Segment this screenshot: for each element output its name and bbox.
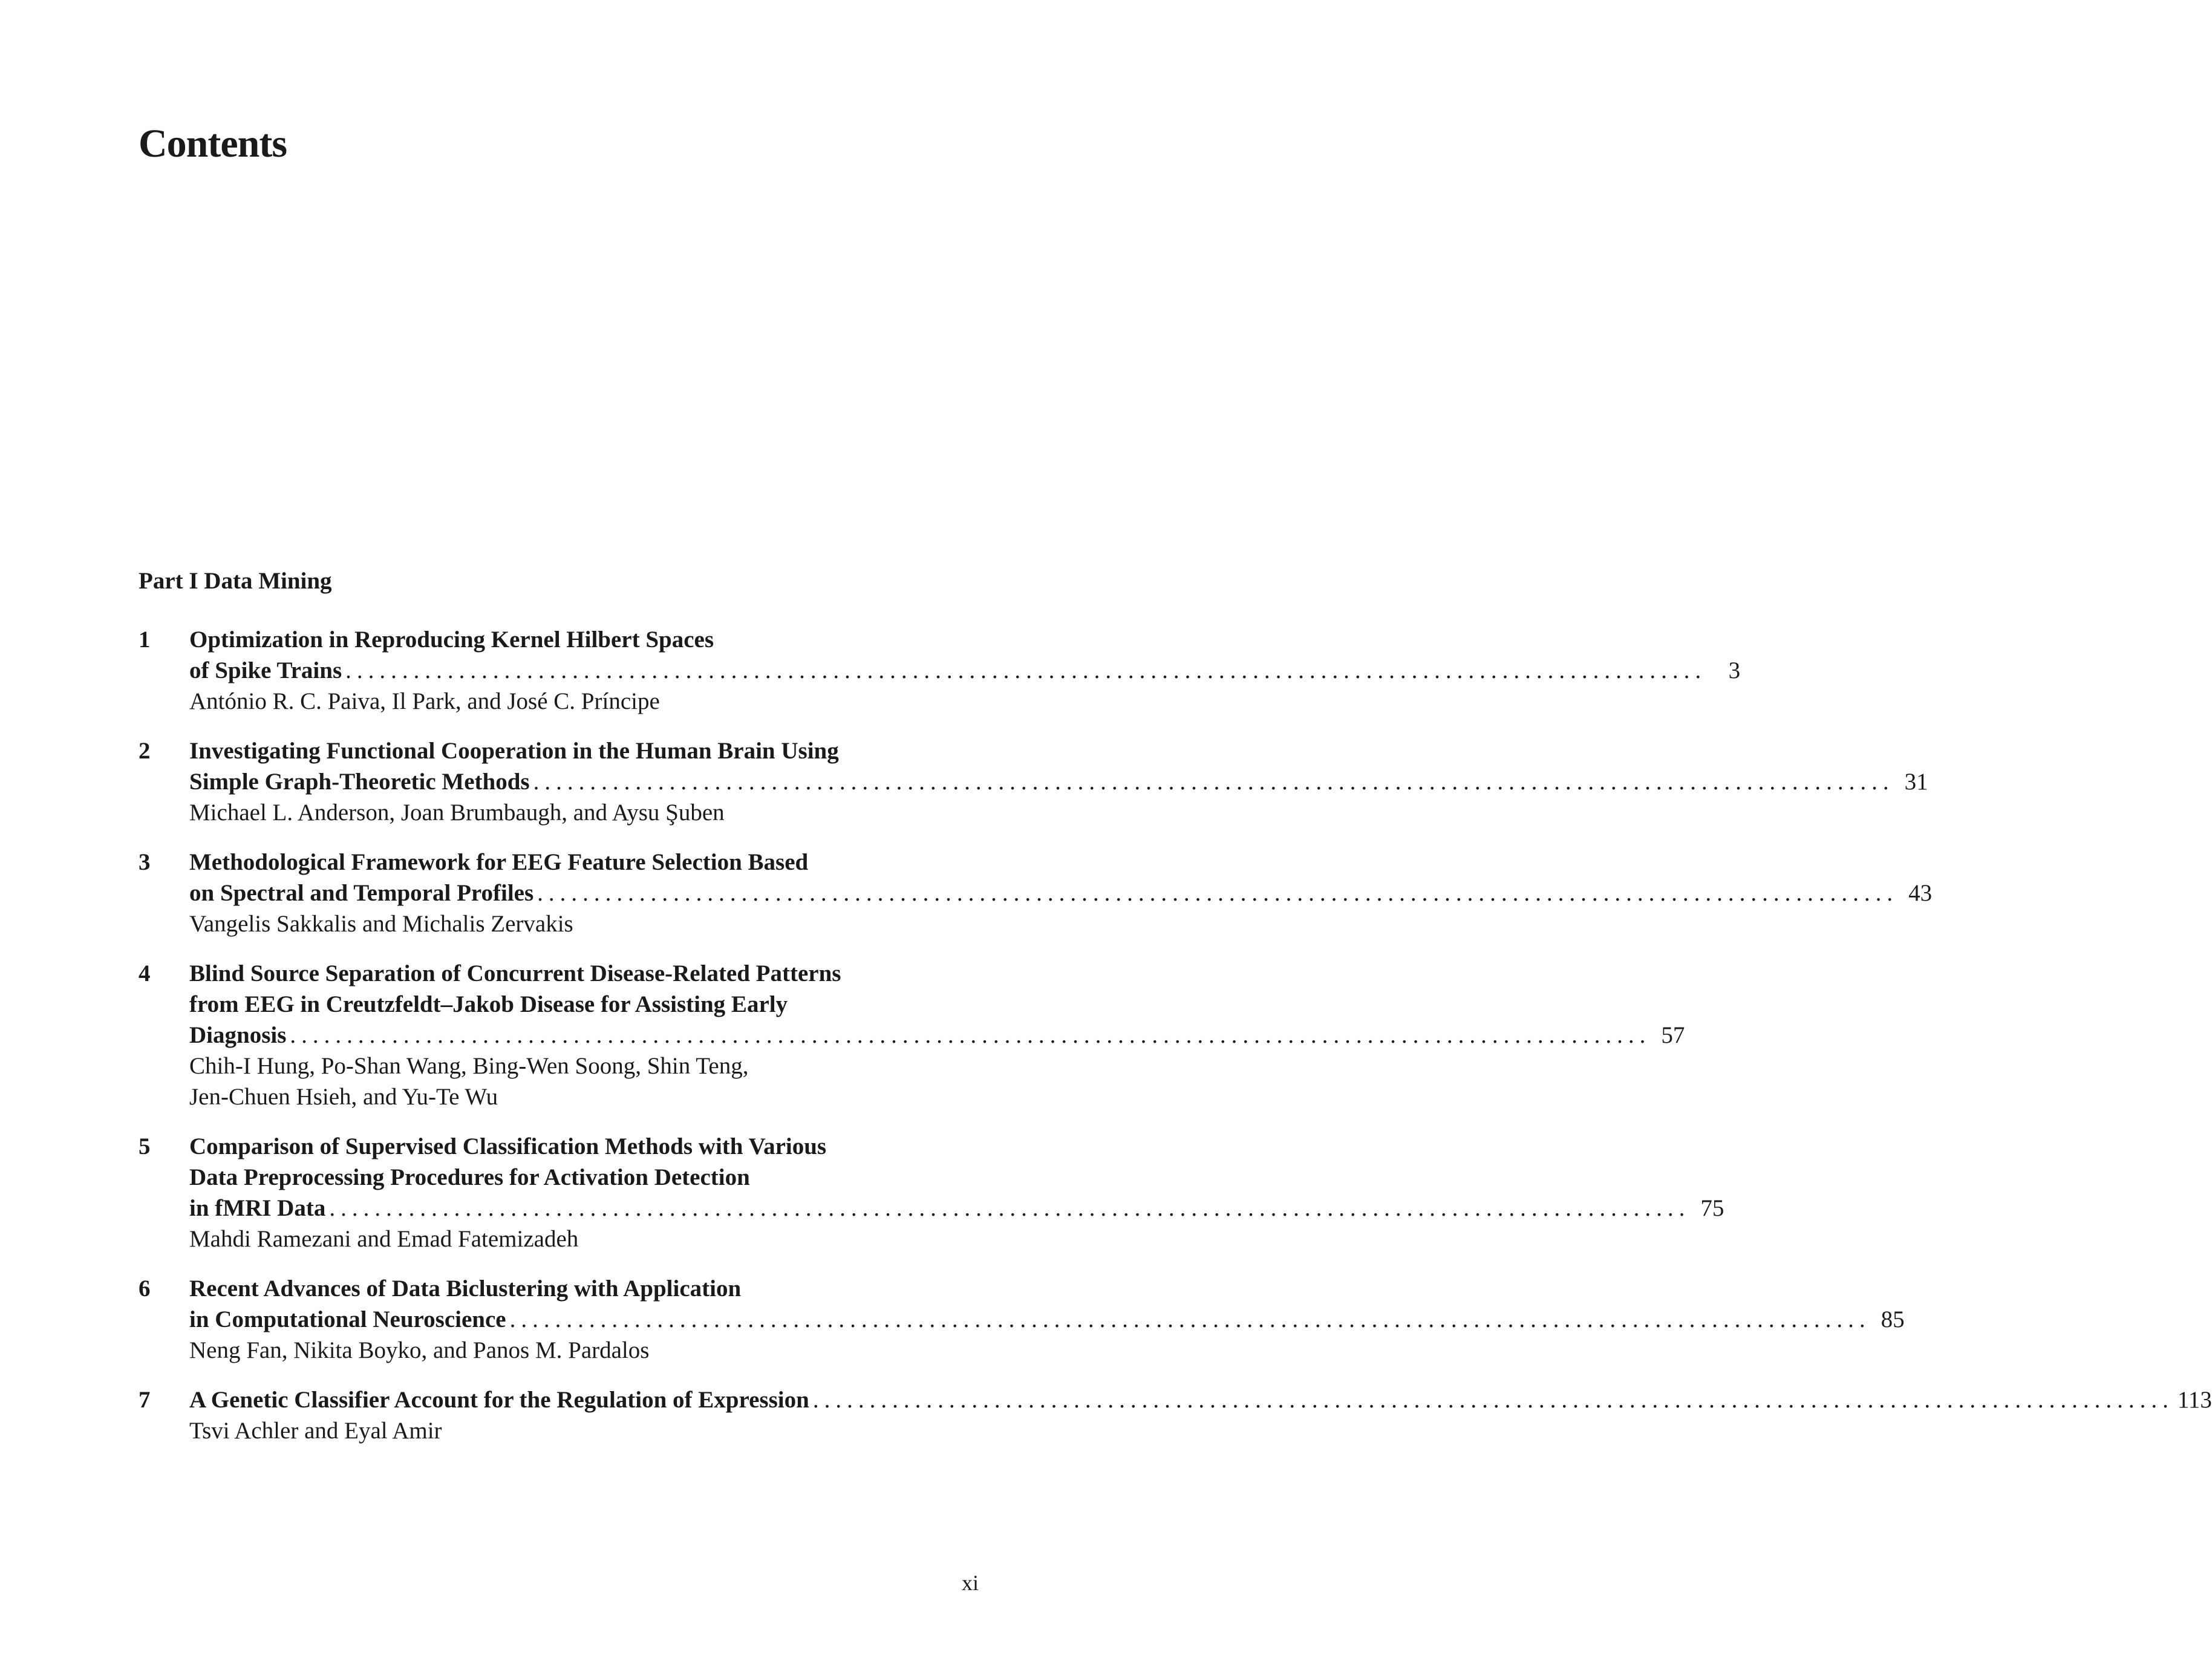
chapter-title-line: in fMRI Data bbox=[189, 1195, 326, 1221]
page-ref: 3 bbox=[1728, 657, 1741, 683]
dot-leader: ........................................................................................................................ bbox=[509, 1306, 1871, 1332]
dot-leader: ........................................................................................................................ bbox=[537, 880, 1899, 906]
chapter-title-line: Methodological Framework for EEG Feature Selection Based bbox=[189, 849, 809, 875]
page-ref: 85 bbox=[1881, 1306, 1905, 1332]
chapter-authors: Michael L. Anderson, Joan Brumbaugh, and Aysu Şuben bbox=[189, 800, 725, 826]
chapter-title-line: in Computational Neuroscience bbox=[189, 1306, 506, 1332]
chapter-number: 3 bbox=[139, 849, 151, 875]
chapter-title-line: A Genetic Classifier Account for the Regulation of Expression bbox=[189, 1387, 809, 1413]
chapter-number: 2 bbox=[139, 738, 151, 764]
chapter-title-line: Simple Graph-Theoretic Methods bbox=[189, 769, 530, 795]
chapter-authors: Jen-Chuen Hsieh, and Yu-Te Wu bbox=[189, 1084, 498, 1110]
toc-entry[interactable] bbox=[139, 735, 1928, 828]
page-ref: 43 bbox=[1908, 880, 1933, 906]
page-ref: 113 bbox=[2177, 1387, 2212, 1413]
page-ref: 75 bbox=[1700, 1195, 1724, 1221]
chapter-number: 7 bbox=[139, 1387, 151, 1413]
chapter-number: 5 bbox=[139, 1133, 151, 1159]
page-ref: 31 bbox=[1904, 769, 1928, 795]
dot-leader: ........................................................................................................................ bbox=[345, 657, 1707, 683]
toc-entry[interactable] bbox=[139, 1131, 1724, 1254]
toc-entry[interactable] bbox=[139, 847, 1933, 939]
chapter-authors: Chih-I Hung, Po-Shan Wang, Bing-Wen Soong, Shin Teng, bbox=[189, 1053, 749, 1079]
chapter-authors: Neng Fan, Nikita Boyko, and Panos M. Pardalos bbox=[189, 1337, 650, 1363]
chapter-title-line: Comparison of Supervised Classification Methods with Various bbox=[189, 1133, 827, 1159]
dot-leader: ........................................................................................................................ bbox=[329, 1195, 1691, 1221]
chapter-authors: Vangelis Sakkalis and Michalis Zervakis bbox=[189, 911, 573, 937]
toc-entry[interactable] bbox=[139, 1384, 2212, 1446]
toc-entry[interactable] bbox=[139, 1273, 1905, 1366]
toc-entry[interactable] bbox=[139, 958, 1685, 1112]
dot-leader: ........................................................................................................................ bbox=[812, 1387, 2174, 1413]
chapter-authors: Mahdi Ramezani and Emad Fatemizadeh bbox=[189, 1226, 579, 1252]
table-of-contents bbox=[139, 624, 2212, 1465]
chapter-title-line: Investigating Functional Cooperation in the Human Brain Using bbox=[189, 738, 839, 764]
chapter-title-line: on Spectral and Temporal Profiles bbox=[189, 880, 534, 906]
chapter-title-line: of Spike Trains bbox=[189, 657, 342, 683]
page-ref: 57 bbox=[1661, 1022, 1685, 1048]
chapter-title-line: from EEG in Creutzfeldt–Jakob Disease for Assisting Early bbox=[189, 991, 788, 1017]
chapter-authors: Tsvi Achler and Eyal Amir bbox=[189, 1418, 442, 1444]
chapter-number: 6 bbox=[139, 1276, 151, 1302]
part-heading: Part I Data Mining bbox=[139, 568, 332, 594]
chapter-title-line: Recent Advances of Data Biclustering with Application bbox=[189, 1276, 742, 1302]
chapter-authors: António R. C. Paiva, Il Park, and José C. Príncipe bbox=[189, 688, 660, 714]
chapter-number: 1 bbox=[139, 627, 151, 653]
dot-leader: ........................................................................................................................ bbox=[290, 1022, 1651, 1048]
chapter-title-line: Blind Source Separation of Concurrent Disease-Related Patterns bbox=[189, 960, 841, 986]
page-number: xi bbox=[962, 1571, 979, 1595]
chapter-title-line: Data Preprocessing Procedures for Activation Detection bbox=[189, 1164, 750, 1190]
toc-entry[interactable] bbox=[139, 624, 1741, 717]
chapter-title-line: Diagnosis bbox=[189, 1022, 287, 1048]
dot-leader: ........................................................................................................................ bbox=[533, 769, 1894, 795]
chapter-title-line: Optimization in Reproducing Kernel Hilbert Spaces bbox=[189, 627, 714, 653]
page-title: Contents bbox=[139, 122, 287, 166]
chapter-number: 4 bbox=[139, 960, 151, 986]
